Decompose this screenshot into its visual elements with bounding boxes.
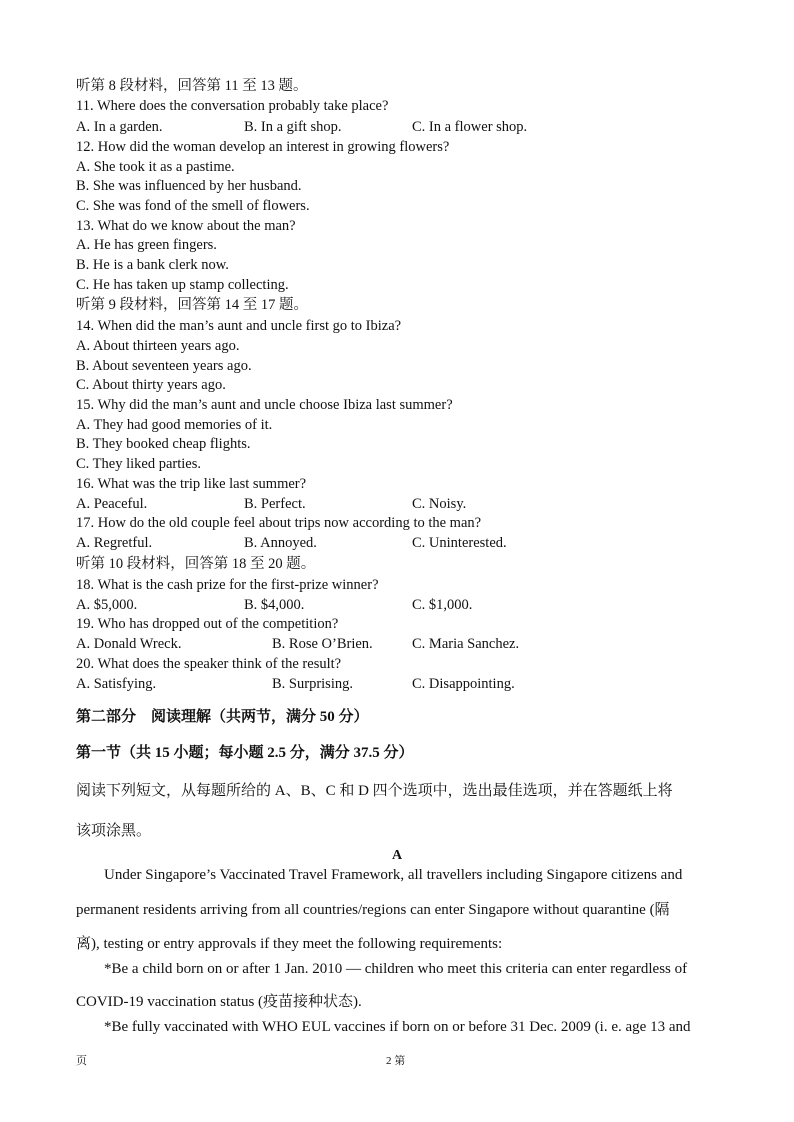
question-12-option-c: C. She was fond of the smell of flowers. — [76, 198, 310, 214]
question-13: 13. What do we know about the man? — [76, 218, 296, 234]
option-c: C. In a flower shop. — [412, 119, 528, 135]
option-c: C. $1,000. — [412, 597, 473, 613]
option-b: B. Rose O’Brien. — [272, 636, 373, 652]
question-14: 14. When did the man’s aunt and uncle first go to Ibiza? — [76, 318, 402, 334]
question-19-options — [76, 634, 736, 654]
option-c: C. Maria Sanchez. — [412, 636, 520, 652]
part-two-heading: 第二部分 阅读理解（共两节，满分 50 分） — [76, 709, 369, 725]
question-17-options — [76, 533, 736, 553]
question-18-options — [76, 595, 736, 615]
question-13-option-c: C. He has taken up stamp collecting. — [76, 277, 289, 293]
option-b: B. In a gift shop. — [244, 119, 342, 135]
question-19: 19. Who has dropped out of the competition? — [76, 616, 339, 632]
passage-letter: A — [391, 848, 403, 863]
option-a: A. In a garden. — [76, 119, 163, 135]
option-b: B. Annoyed. — [244, 535, 317, 551]
option-c: C. Uninterested. — [412, 535, 507, 551]
option-a: A. Donald Wreck. — [76, 636, 182, 652]
section-one-heading: 第一节（共 15 小题；每小题 2.5 分，满分 37.5 分） — [76, 745, 414, 761]
question-11: 11. Where does the conversation probably take place? — [76, 98, 389, 114]
question-15: 15. Why did the man’s aunt and uncle choose Ibiza last summer? — [76, 397, 453, 413]
question-11-options — [76, 117, 736, 137]
question-15-option-a: A. They had good memories of it. — [76, 417, 273, 433]
passage-paragraph-1-line-2: permanent residents arriving from all countries/regions can enter Singapore without quarantine (隔 — [76, 902, 670, 918]
option-a: A. Peaceful. — [76, 496, 148, 512]
question-18: 18. What is the cash prize for the first-prize winner? — [76, 577, 379, 593]
question-15-option-b: B. They booked cheap flights. — [76, 436, 251, 452]
question-14-option-a: A. About thirteen years ago. — [76, 338, 240, 354]
option-a: A. Satisfying. — [76, 676, 157, 692]
question-12: 12. How did the woman develop an interest in growing flowers? — [76, 139, 450, 155]
question-20: 20. What does the speaker think of the result? — [76, 656, 342, 672]
page-number: 2 第 — [386, 1055, 406, 1067]
reading-instruction-line-2: 该项涂黑。 — [76, 823, 152, 839]
question-12-option-a: A. She took it as a pastime. — [76, 159, 235, 175]
question-16: 16. What was the trip like last summer? — [76, 476, 307, 492]
question-17: 17. How do the old couple feel about trips now according to the man? — [76, 515, 482, 531]
option-c: C. Disappointing. — [412, 676, 515, 692]
passage-paragraph-3-line-1: *Be fully vaccinated with WHO EUL vaccines if born on or before 31 Dec. 2009 (i. e. age 13 and — [104, 1019, 691, 1035]
option-b: B. $4,000. — [244, 597, 305, 613]
question-12-option-b: B. She was influenced by her husband. — [76, 178, 302, 194]
option-a: A. $5,000. — [76, 597, 138, 613]
option-a: A. Regretful. — [76, 535, 153, 551]
passage-paragraph-1-line-1: Under Singapore’s Vaccinated Travel Framework, all travellers including Singapore citizens and — [104, 867, 683, 883]
passage-paragraph-2-line-2: COVID-19 vaccination status (疫苗接种状态). — [76, 994, 362, 1010]
option-c: C. Noisy. — [412, 496, 467, 512]
listening-instruction-9: 听第 9 段材料，回答第 14 至 17 题。 — [76, 297, 308, 313]
option-b: B. Perfect. — [244, 496, 306, 512]
listening-instruction-10: 听第 10 段材料，回答第 18 至 20 题。 — [76, 556, 316, 572]
reading-instruction-line-1: 阅读下列短文，从每题所给的 A、B、C 和 D 四个选项中，选出最佳选项，并在答题纸上将 — [76, 783, 673, 799]
option-b: B. Surprising. — [272, 676, 353, 692]
footer-left: 页 — [76, 1055, 87, 1067]
question-14-option-c: C. About thirty years ago. — [76, 377, 226, 393]
question-16-options — [76, 494, 736, 514]
question-14-option-b: B. About seventeen years ago. — [76, 358, 252, 374]
listening-instruction-8: 听第 8 段材料，回答第 11 至 13 题。 — [76, 78, 308, 94]
passage-paragraph-1-line-3: 离), testing or entry approvals if they meet the following requirements: — [76, 936, 503, 952]
question-20-options — [76, 674, 736, 694]
question-13-option-a: A. He has green fingers. — [76, 237, 217, 253]
question-13-option-b: B. He is a bank clerk now. — [76, 257, 229, 273]
passage-paragraph-2-line-1: *Be a child born on or after 1 Jan. 2010 — children who meet this criteria can enter regardless of — [104, 961, 688, 977]
question-15-option-c: C. They liked parties. — [76, 456, 201, 472]
